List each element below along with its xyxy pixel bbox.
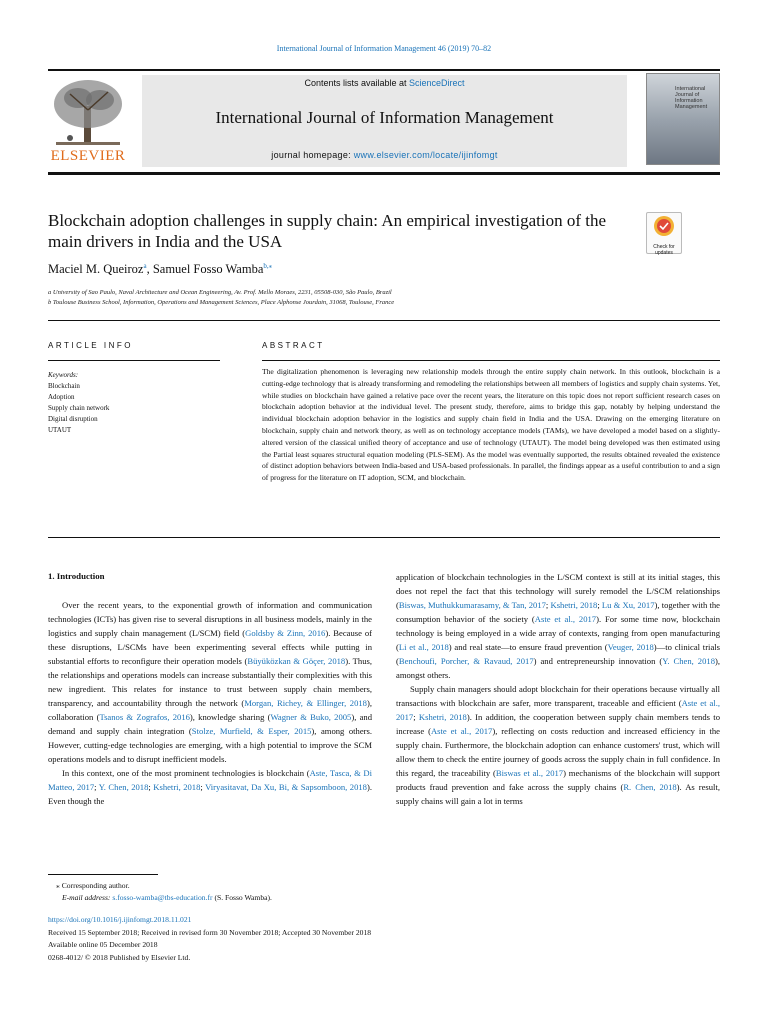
citation-link[interactable]: R. Chen, 2018 <box>623 782 677 792</box>
article-title: Blockchain adoption challenges in supply chain: An empirical investigation of the main drivers in India and the USA <box>48 211 607 251</box>
abstract-text: The digitalization phenomenon is leveraging new relationship models through the entire supply chain network. In this outlook, blockchain is a cutting-edge technology that is already transforming and remodeling the relationships between all members of logistics and supply chain systems. Yet, while studies on blockchain have gained a relative pace over the recent years, the literature on this topic does not report sufficient research cases on blockchain adoption behavior at the individual level. The present study, therefore, aims to bridge this gap, notably by helping understand the individual blockchain adoption behavior in the logistics and supply chain field in India and the USA. Drawing on the emerging literature on blockchain, supply chain and network theory, as well as on technology acceptance models (TAMs), we have developed a model based on a slightly-altered version of the classical unified theory of acceptance and use of technology (UTAUT). The model being developed was then estimated using the Partial least squares structural equation modeling (PLS-SEM). As the model was eventually supported, the results obtained revealed the existence of distinct adoption behaviors between India-based and USA-based professionals. In parallel, the findings appear as a useful contribution to and a sign of progress for the literature on IT adoption, SCM, and blockchain. <box>262 367 720 483</box>
text-span: Over the recent years, to the exponential growth of information and communication technologies (ICTs) has given rise to several disruptions in all business models, mainly in the logistics and supply chain management (L/SCM) field ( <box>48 600 372 638</box>
citation-link[interactable]: Benchoufi, Porcher, & Ravaud, 2017 <box>398 656 534 666</box>
text-span: ). Thus, the relationships and operations models can increase substantially their complexities with this new ingredient. This relates for instance to trust between supply chain members, transparency, and accountability through the network ( <box>48 656 372 708</box>
text-span: ; <box>545 600 551 610</box>
elsevier-wordmark: ELSEVIER <box>50 148 126 164</box>
citation-link[interactable]: Aste, Tasca, & Di Matteo, 2017 <box>48 768 372 792</box>
article-meta <box>48 914 371 964</box>
citation-link[interactable]: Büyüközkan & Göçer, 2018 <box>247 656 346 666</box>
intro-left-column <box>48 598 372 808</box>
paragraph <box>48 598 372 766</box>
paragraph <box>48 766 372 808</box>
text-span: ) mechanisms of the blockchain will support products fraud prevention and fake across the supply chains ( <box>396 768 720 792</box>
citation-link[interactable]: Li et al., 2018 <box>398 642 449 652</box>
citation-link[interactable]: Kshetri, 2018 <box>153 782 201 792</box>
text-span: ). Even though the <box>48 782 372 806</box>
text-span: ; <box>200 782 206 792</box>
text-span: Supply chain managers should adopt blockchain for their operations because virtually all transactions with blockchain are safer, more transparent, traceable and efficient ( <box>396 684 720 708</box>
citation-link[interactable]: Kshetri, 2018 <box>550 600 598 610</box>
text-span: ). For some time now, blockchain technology is being employed in a wide array of contexts, ranging from open manufacturing ( <box>396 614 720 652</box>
text-span: ), reflecting on costs reduction and increased efficiency in the supply chain. Furthermore, the blockchain adoption can enhance customers' trust, which will allow them to check the entire journey of goods across the supply chain in full confidence. In this regard, the traceability ( <box>396 726 721 778</box>
citation-link[interactable]: Aste et al., 2017 <box>396 698 720 722</box>
text-span: ) and real state—to ensure fraud prevention ( <box>448 642 608 652</box>
email-label: E-mail address: <box>62 893 113 902</box>
email-note <box>62 893 272 902</box>
citation-link[interactable]: Wagner & Buko, 2005 <box>270 712 352 722</box>
cover-title: International Journal of Information Management <box>675 86 708 110</box>
citation-link[interactable]: Kshetri, 2018 <box>418 712 467 722</box>
text-span: ), collaboration ( <box>48 698 372 722</box>
text-span: ), amongst others. <box>396 656 721 680</box>
check-updates-label: Check for updates <box>653 244 675 256</box>
homepage-prefix: journal homepage: <box>271 150 354 160</box>
affiliation-a: a University of Sao Paulo, Naval Architecture and Ocean Engineering, Av. Prof. Mello Moraes, 2231, 05508-030, São Paulo, Brazil <box>48 289 392 296</box>
text-span: ). As result, supply chains will gain a lot in terms <box>396 782 720 806</box>
keywords-list <box>48 370 109 436</box>
journal-title: International Journal of Information Management <box>215 108 554 127</box>
abstract-bottom-rule <box>48 537 720 538</box>
citation-link[interactable]: Biswas et al., 2017 <box>495 768 564 778</box>
affiliation-marker[interactable]: b, <box>263 262 269 270</box>
keyword-item: Blockchain <box>48 382 80 390</box>
author-name: Maciel M. Queiroz <box>48 262 144 277</box>
journal-citation[interactable]: International Journal of Information Management 46 (2019) 70–82 <box>276 44 492 53</box>
section-heading-introduction: 1. Introduction <box>48 571 105 581</box>
citation-link[interactable]: Stolze, Murfield, & Esper, 2015 <box>191 726 312 736</box>
keywords-label: Keywords: <box>48 371 79 379</box>
text-span: ; <box>94 782 99 792</box>
citation-link[interactable]: Aste et al., 2017 <box>534 614 597 624</box>
citation-link[interactable]: Y. Chen, 2018 <box>662 656 715 666</box>
citation-link[interactable]: Biswas, Muthukkumarasamy, & Tan, 2017 <box>398 600 546 610</box>
elsevier-logo <box>48 76 128 166</box>
text-span: ), together with the consumption behavior of the society ( <box>396 600 720 624</box>
keyword-item: Supply chain network <box>48 404 110 412</box>
abstract-heading: ABSTRACT <box>262 341 325 350</box>
homepage-line <box>142 150 627 160</box>
author-name: Samuel Fosso Wamba <box>152 262 264 277</box>
citation-link[interactable]: Tsanos & Zografos, 2016 <box>99 712 190 722</box>
text-span: ), among others. However, cutting-edge technologies are emerging, with a high potential to improve the SCM operations models and to disrupt inefficient models. <box>48 726 372 764</box>
citation-link[interactable]: Morgan, Richey, & Ellinger, 2018 <box>244 698 367 708</box>
contents-prefix: Contents lists available at <box>304 78 410 88</box>
author-line <box>48 262 272 277</box>
sciencedirect-link[interactable]: ScienceDirect <box>409 78 465 88</box>
issn-copyright: 0268-4012/ © 2018 Published by Elsevier Ltd. <box>48 952 191 962</box>
article-info-rule <box>48 360 220 361</box>
email-link[interactable]: s.fosso-wamba@tbs-education.fr <box>112 893 213 902</box>
footnote-rule <box>48 874 158 875</box>
citation-link[interactable]: Goldsby & Zinn, 2016 <box>245 628 326 638</box>
paragraph <box>396 570 720 682</box>
affiliation-rule <box>48 320 720 321</box>
text-span: ), and demand and supply chain integration ( <box>48 712 372 736</box>
history-dates: Received 15 September 2018; Received in revised form 30 November 2018; Accepted 30 November 2018 <box>48 927 372 937</box>
journal-cover-image <box>646 73 720 165</box>
keyword-item: Adoption <box>48 393 75 401</box>
article-info-heading: ARTICLE INFO <box>48 341 133 350</box>
available-online: Available online 05 December 2018 <box>48 940 158 949</box>
text-span: In this context, one of the most prominent technologies is blockchain ( <box>62 768 310 778</box>
text-span: ; <box>413 712 419 722</box>
paragraph <box>396 682 720 808</box>
homepage-link[interactable]: www.elsevier.com/locate/ijinfomgt <box>353 150 498 160</box>
check-updates-icon <box>647 213 681 239</box>
author-separator: , <box>146 262 153 277</box>
doi-link[interactable]: https://doi.org/10.1016/j.ijinfomgt.2018.11.021 <box>48 915 192 924</box>
header-bottom-rule <box>48 172 720 175</box>
abstract-rule <box>262 360 720 361</box>
text-span: ). In addition, the cooperation between supply chain members tends to increase ( <box>396 712 720 736</box>
text-span: )—to clinical trials ( <box>396 642 720 666</box>
corresponding-author-note: ⁎ Corresponding author. <box>56 881 130 890</box>
keyword-item: UTAUT <box>48 426 72 434</box>
text-span: ), knowledge sharing ( <box>189 712 271 722</box>
check-for-updates-button[interactable] <box>646 212 682 254</box>
affiliation-b: b Toulouse Business School, Information, Operations and Management Sciences, Place Alphonse Jourdain, 31068, Toulouse, France <box>48 299 395 306</box>
corresponding-author-icon[interactable]: ⁎ <box>268 262 273 270</box>
text-span: ; <box>148 782 154 792</box>
citation-link[interactable]: Y. Chen, 2018 <box>98 782 149 792</box>
citation-link[interactable]: Veuger, 2018 <box>607 642 654 652</box>
text-span: application of blockchain technologies in the L/SCM context is still at its initial stages, this does not repel the fact that this technology will surely remodel the L/SCM relationships ( <box>396 572 720 610</box>
text-span: ; <box>597 600 602 610</box>
citation-link[interactable]: Aste et al., 2017 <box>430 726 493 736</box>
intro-right-column <box>396 570 720 808</box>
citation-link[interactable]: Viryasitavat, Da Xu, Bi, & Sapsomboon, 2018 <box>205 782 367 792</box>
citation-link[interactable]: Lu & Xu, 2017 <box>601 600 655 610</box>
contents-line <box>142 78 627 88</box>
text-span: ) and entrepreneurship innovation ( <box>533 656 663 666</box>
email-suffix: (S. Fosso Wamba). <box>212 893 272 902</box>
text-span: ). Because of these disruptions, L/SCMs have been experimenting several effects while putting in substantial efforts to reconfigure their operation models ( <box>48 628 372 666</box>
header-top-rule <box>48 69 720 71</box>
affiliation-marker[interactable]: a <box>143 262 147 270</box>
keyword-item: Digital disruption <box>48 415 98 423</box>
